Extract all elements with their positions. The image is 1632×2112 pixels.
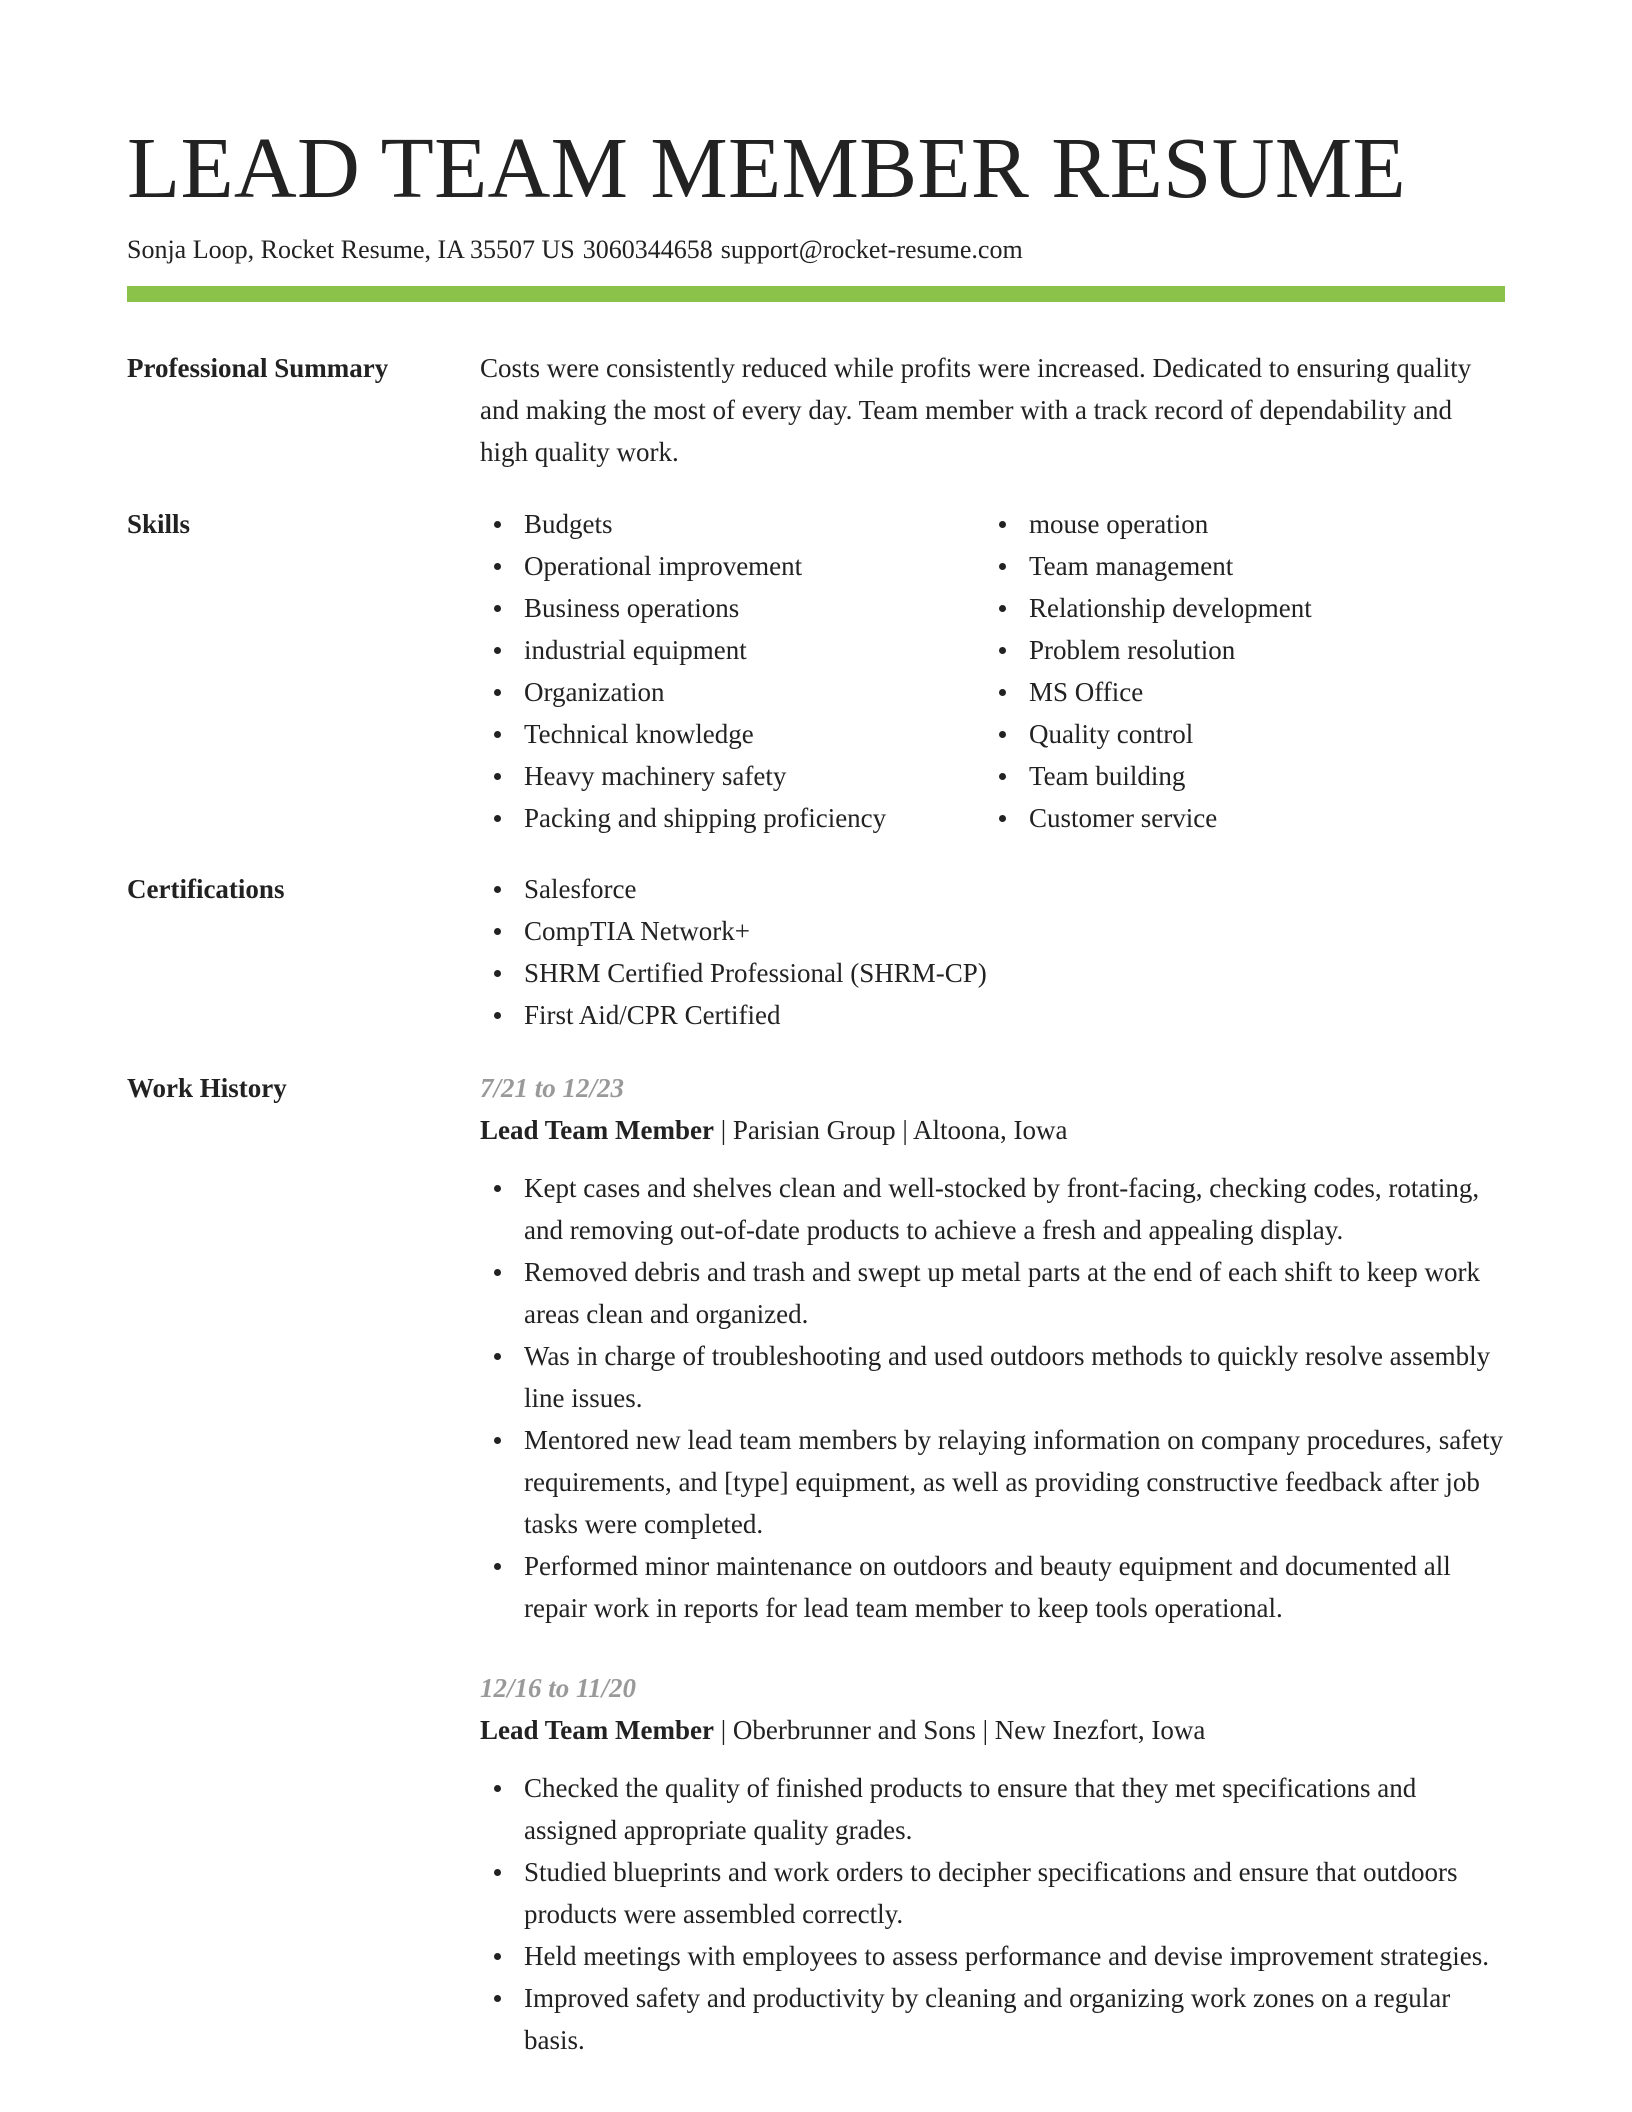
- certification-item: SHRM Certified Professional (SHRM-CP): [480, 952, 1505, 994]
- job-heading: [480, 1709, 1505, 1751]
- summary-body: [480, 347, 1505, 473]
- job-responsibilities: [480, 1767, 1505, 2061]
- skill-item: industrial equipment: [480, 629, 985, 671]
- responsibility-item: Mentored new lead team members by relaying information on company procedures, safety requirements, and [type] equipment, as well as providing constructive feedback after job tasks were completed.: [480, 1419, 1505, 1545]
- responsibility-item: Studied blueprints and work orders to decipher specifications and ensure that outdoors products were assembled correctly.: [480, 1851, 1505, 1935]
- responsibility-item: Improved safety and productivity by cleaning and organizing work zones on a regular basis.: [480, 1977, 1505, 2061]
- accent-divider: [127, 286, 1505, 302]
- certifications-heading: Certifications: [127, 874, 285, 904]
- skills-list-column-1: [480, 503, 985, 839]
- skill-item: Relationship development: [985, 587, 1505, 629]
- responsibility-item: Removed debris and trash and swept up metal parts at the end of each shift to keep work areas clean and organized.: [480, 1251, 1505, 1335]
- job-employer-location: | Oberbrunner and Sons | New Inezfort, Iowa: [720, 1715, 1206, 1745]
- responsibility-item: Performed minor maintenance on outdoors and beauty equipment and documented all repair work in reports for lead team member to keep tools operational.: [480, 1545, 1505, 1629]
- contact-email: support@rocket-resume.com: [720, 235, 1023, 264]
- skill-item: Customer service: [985, 797, 1505, 839]
- skill-item: Budgets: [480, 503, 985, 545]
- contact-name-address: Sonja Loop, Rocket Resume, IA 35507 US: [127, 235, 575, 264]
- skill-item: Heavy machinery safety: [480, 755, 985, 797]
- responsibility-item: Kept cases and shelves clean and well-stocked by front-facing, checking codes, rotating, and removing out-of-date products to achieve a fresh and appealing display.: [480, 1167, 1505, 1251]
- skills-list-column-2: [985, 503, 1505, 839]
- job-title: Lead Team Member: [480, 1115, 714, 1145]
- skill-item: Team management: [985, 545, 1505, 587]
- certification-item: Salesforce: [480, 868, 1505, 910]
- skill-item: Problem resolution: [985, 629, 1505, 671]
- skill-item: Business operations: [480, 587, 985, 629]
- summary-heading: Professional Summary: [127, 353, 389, 383]
- skill-item: mouse operation: [985, 503, 1505, 545]
- responsibility-item: Held meetings with employees to assess performance and devise improvement strategies.: [480, 1935, 1505, 1977]
- job-dates: 7/21 to 12/23: [480, 1073, 625, 1103]
- skill-item: Packing and shipping proficiency: [480, 797, 985, 839]
- certification-item: CompTIA Network+: [480, 910, 1505, 952]
- certifications-body: [480, 868, 1505, 1036]
- summary-text: Costs were consistently reduced while profits were increased. Dedicated to ensuring quality and making the most of every day. Team member with a track record of dependability and high quality work.: [480, 353, 1472, 467]
- work-history-heading: Work History: [127, 1073, 287, 1103]
- job-heading: [480, 1109, 1505, 1151]
- resume-title: LEAD TEAM MEMBER RESUME: [127, 119, 1406, 216]
- skill-item: Organization: [480, 671, 985, 713]
- skill-item: Quality control: [985, 713, 1505, 755]
- skill-item: Team building: [985, 755, 1505, 797]
- work-history-body: [480, 1067, 1505, 2061]
- skill-item: Technical knowledge: [480, 713, 985, 755]
- job-dates: 12/16 to 11/20: [480, 1673, 637, 1703]
- responsibility-item: Checked the quality of finished products to ensure that they met specifications and assigned appropriate quality grades.: [480, 1767, 1505, 1851]
- contact-line: [127, 230, 1023, 270]
- responsibility-item: Was in charge of troubleshooting and used outdoors methods to quickly resolve assembly line issues.: [480, 1335, 1505, 1419]
- certification-item: First Aid/CPR Certified: [480, 994, 1505, 1036]
- job-responsibilities: [480, 1167, 1505, 1629]
- skill-item: MS Office: [985, 671, 1505, 713]
- job-entry: [480, 1067, 1505, 1629]
- job-employer-location: | Parisian Group | Altoona, Iowa: [720, 1115, 1068, 1145]
- certifications-list: [480, 868, 1505, 1036]
- job-entry: [480, 1667, 1505, 2061]
- skills-heading: Skills: [127, 509, 191, 539]
- job-title: Lead Team Member: [480, 1715, 714, 1745]
- contact-phone: 3060344658: [582, 235, 713, 264]
- skills-body: [480, 503, 1505, 839]
- skill-item: Operational improvement: [480, 545, 985, 587]
